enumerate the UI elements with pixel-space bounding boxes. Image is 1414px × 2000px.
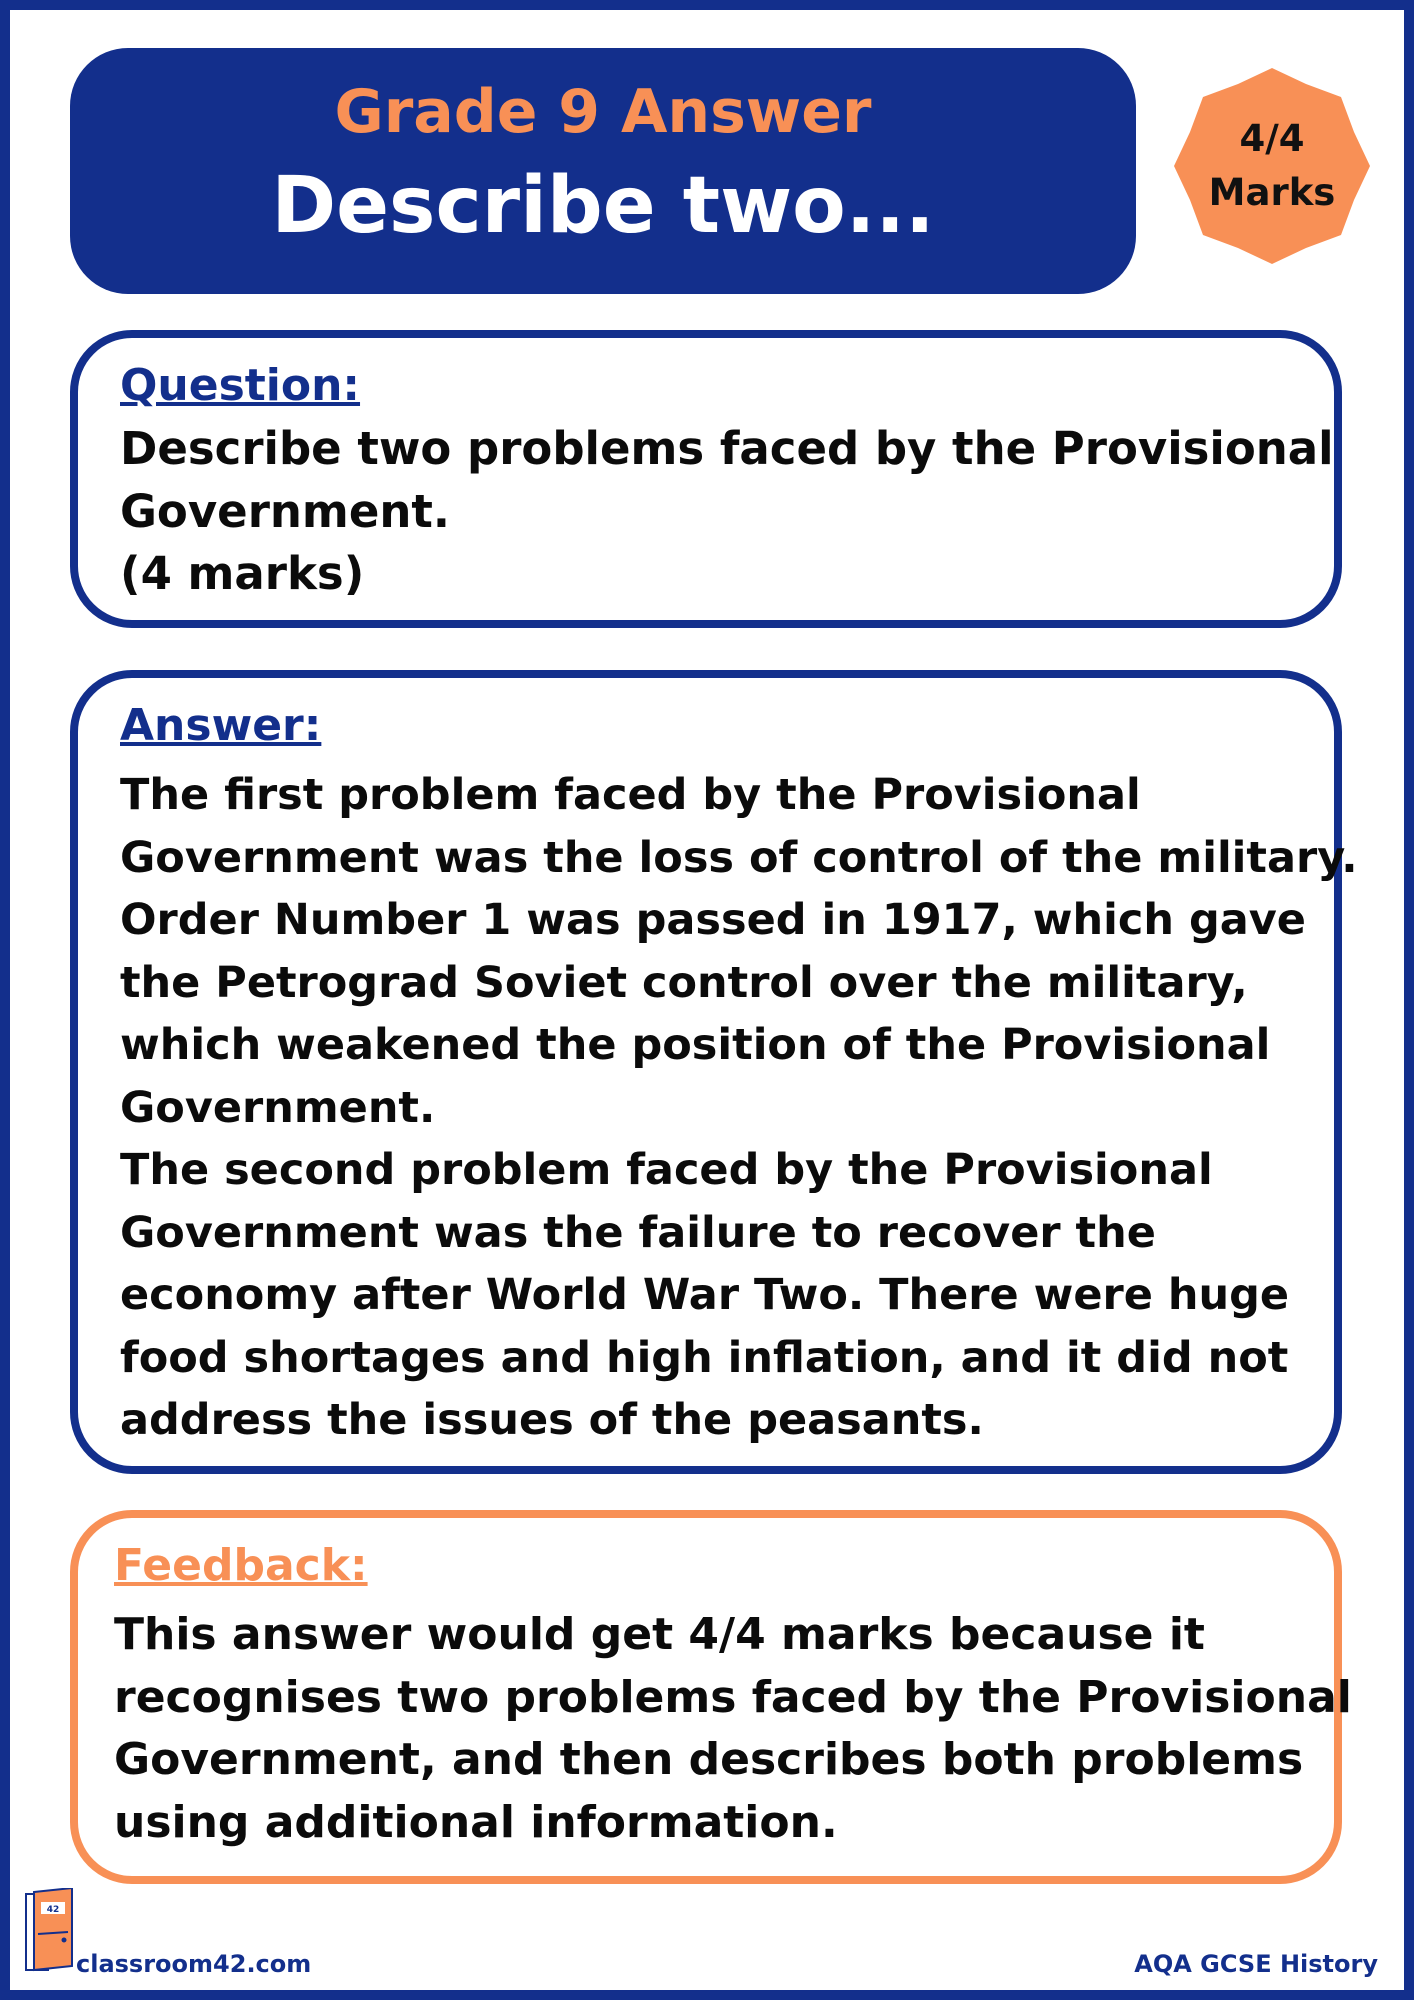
question-box [70, 330, 1342, 628]
question-line: Describe two problems faced by the Provisional [120, 422, 1334, 475]
answer-line: The first problem faced by the Provisional [120, 770, 1141, 820]
feedback-line: Government, and then describes both problems [114, 1734, 1304, 1785]
answer-line: which weakened the position of the Provisional [120, 1020, 1271, 1070]
question-line: (4 marks) [120, 547, 365, 600]
answer-line: Government. [120, 1082, 436, 1133]
subject-label: AQA GCSE History [1134, 1950, 1378, 1978]
grade-label: Grade 9 Answer [334, 77, 872, 147]
question-heading: Question: [120, 360, 361, 411]
answer-heading: Answer: [120, 700, 322, 751]
question-text [120, 418, 1334, 606]
answer-text [120, 764, 1358, 1452]
feedback-line: using additional information. [114, 1796, 838, 1848]
badge-label: Marks [1208, 170, 1336, 214]
answer-line: the Petrograd Soviet control over the military, [120, 957, 1248, 1008]
feedback-box [70, 1510, 1352, 1884]
answer-line: The second problem faced by the Provisional [120, 1145, 1213, 1195]
answer-line: address the issues of the peasants. [120, 1395, 984, 1445]
title-banner [70, 48, 1136, 294]
question-line: Government. [120, 484, 450, 538]
answer-line: food shortages and high inflation, and it did not [120, 1332, 1289, 1383]
answer-line: Government was the failure to recover the [120, 1207, 1156, 1258]
answer-line: Government was the loss of control of the military. [120, 832, 1358, 883]
feedback-text [114, 1604, 1352, 1854]
site-link[interactable]: classroom42.com [76, 1950, 312, 1978]
classroom-door-logo-icon [24, 1888, 76, 1972]
answer-box [70, 670, 1358, 1474]
feedback-heading: Feedback: [114, 1540, 368, 1591]
logo-number: 42 [46, 1905, 60, 1915]
feedback-line: This answer would get 4/4 marks because it [114, 1609, 1205, 1660]
marks-badge [1166, 60, 1378, 272]
answer-line: economy after World War Two. There were huge [120, 1270, 1290, 1320]
answer-line: Order Number 1 was passed in 1917, which gave [120, 895, 1306, 945]
feedback-line: recognises two problems faced by the Provisional [114, 1671, 1352, 1723]
badge-score: 4/4 [1239, 117, 1305, 160]
page-title: Describe two... [271, 161, 935, 251]
